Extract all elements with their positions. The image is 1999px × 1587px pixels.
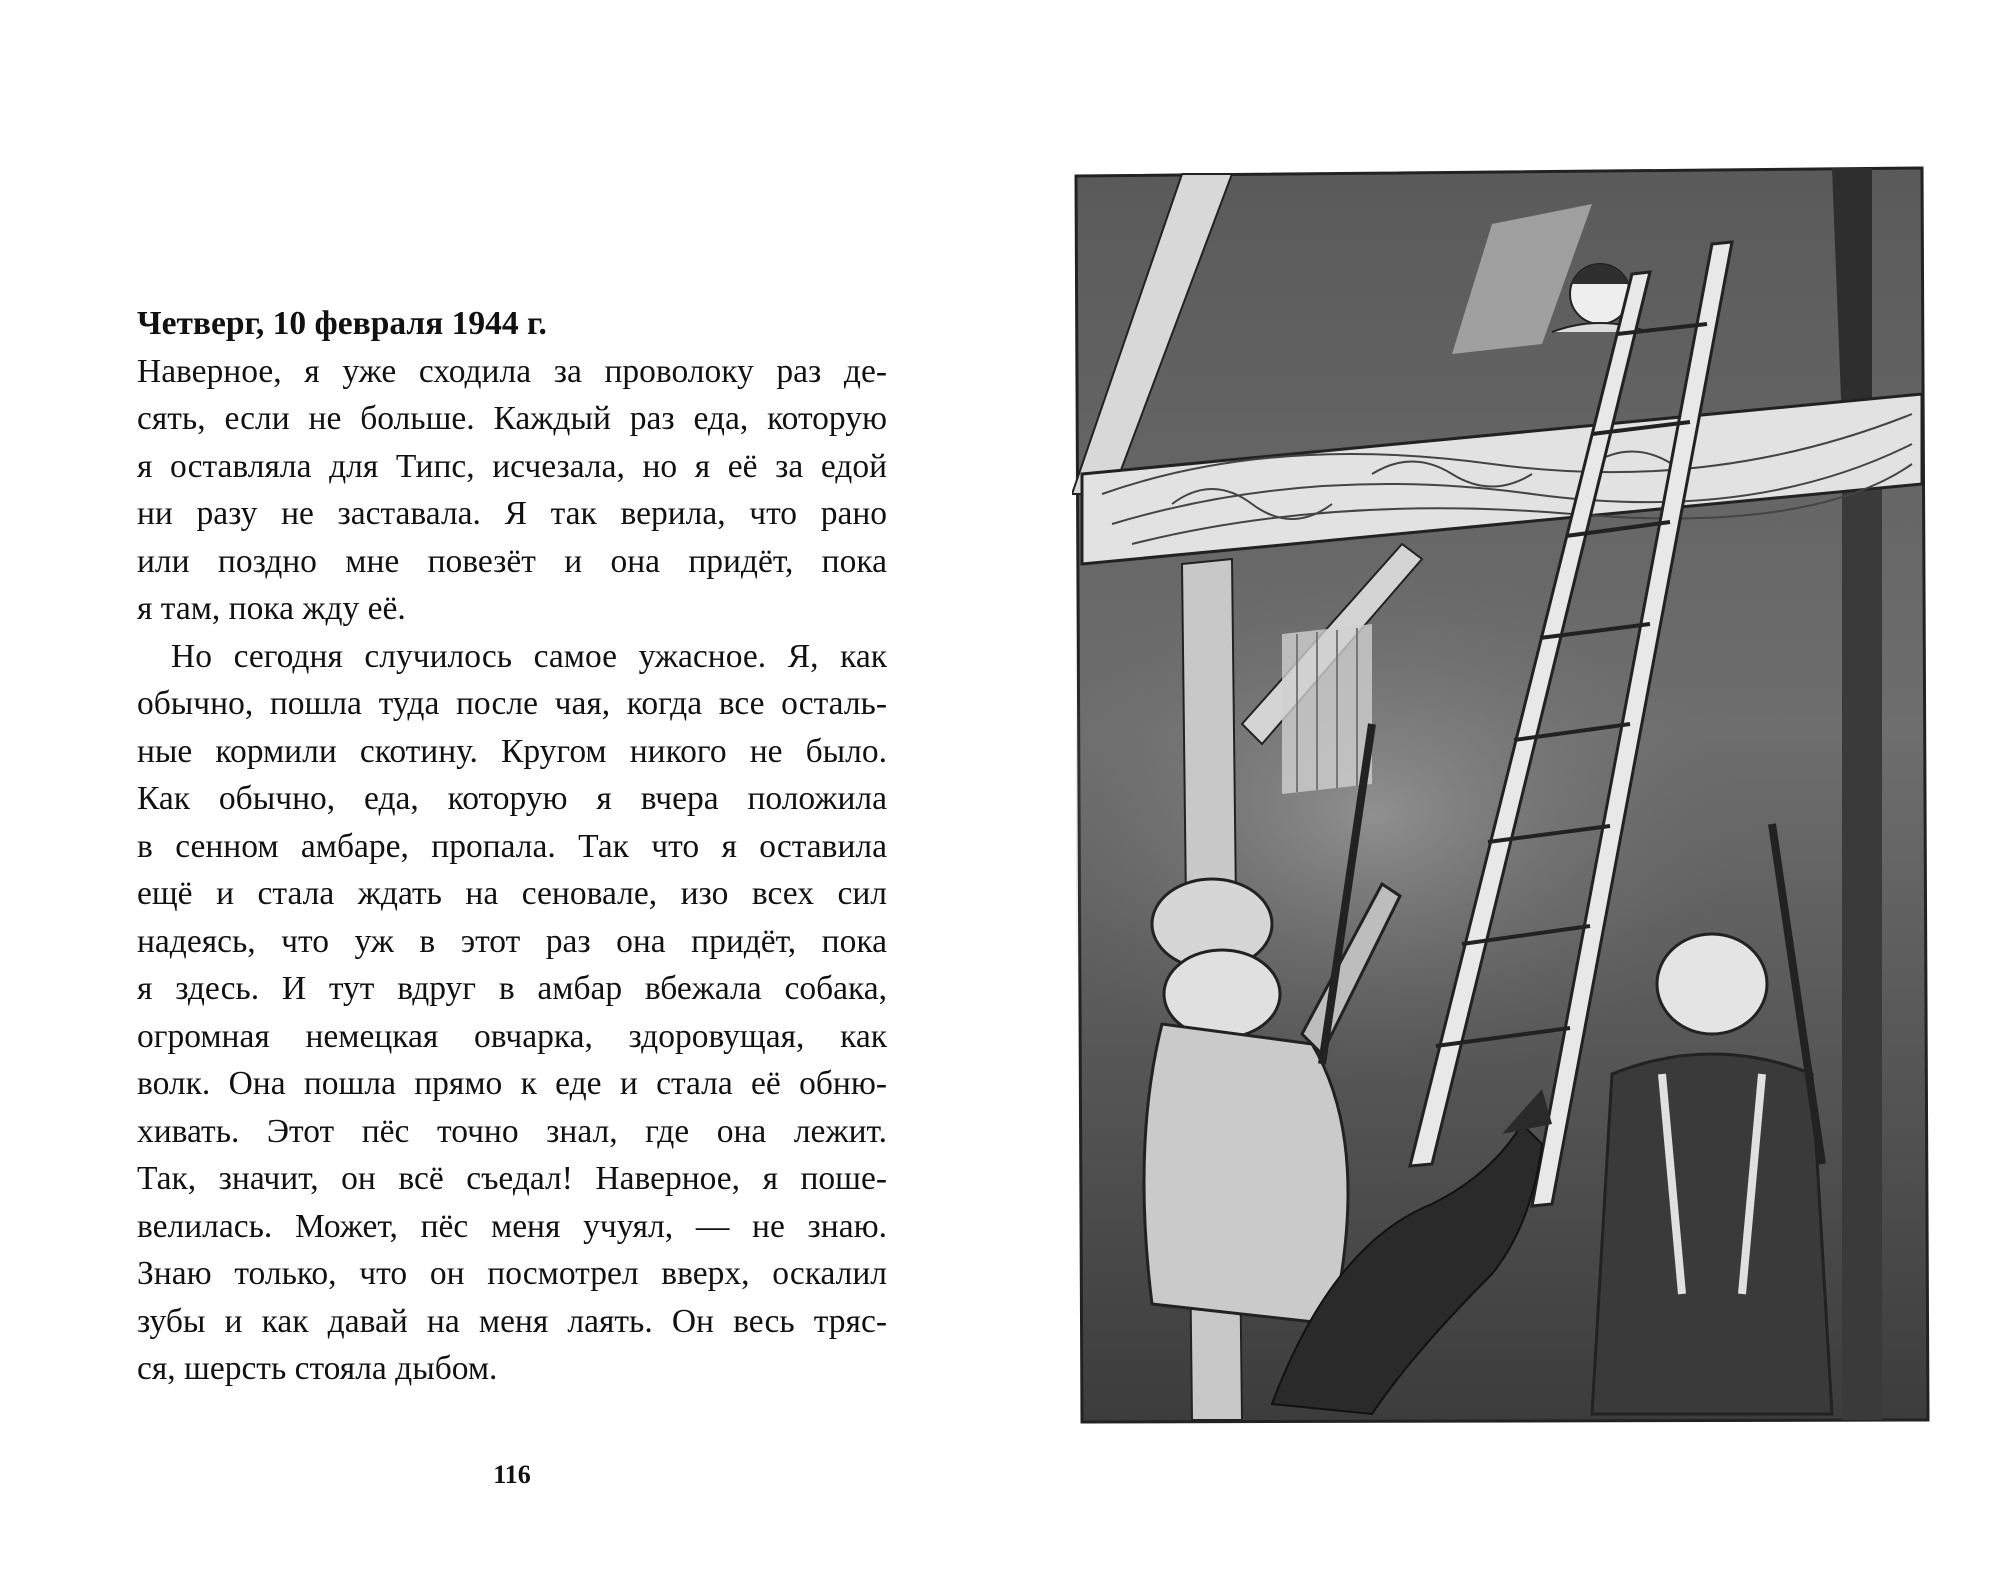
paragraph-1	[137, 348, 887, 633]
left-page-text	[137, 300, 887, 1393]
text-line: я оставляла для Типс, исчезала, но я её за едой	[137, 447, 887, 485]
text-line: Как обычно, еда, которую я вчера положила	[137, 780, 887, 817]
text-line: Но сегодня случилось самое ужасное. Я, как	[171, 637, 887, 675]
text-line: надеясь, что уж в этот раз она придёт, пока	[137, 922, 887, 960]
text-line: велилась. Может, пёс меня учуял, — не знаю.	[137, 1207, 887, 1245]
text-line: я здесь. И тут вдруг в амбар вбежала собака,	[137, 970, 887, 1007]
ink-wash-drawing	[1072, 164, 1932, 1426]
text-line: ся, шерсть стояла дыбом.	[137, 1350, 498, 1387]
text-line: Так, значит, он всё съедал! Наверное, я поше-	[137, 1160, 887, 1197]
text-line: ещё и стала ждать на сеновале, изо всех сил	[137, 875, 887, 912]
page-number: 116	[493, 1460, 531, 1489]
barn-illustration	[1072, 164, 1932, 1426]
text-line: ни разу не заставала. Я так верила, что рано	[137, 495, 887, 532]
diary-entry-heading: Четверг, 10 февраля 1944 г.	[137, 305, 547, 342]
text-line: Наверное, я уже сходила за проволоку раз де-	[137, 352, 887, 390]
text-line: Знаю только, что он посмотрел вверх, оскалил	[137, 1255, 887, 1292]
text-line: в сенном амбаре, пропала. Так что я оставила	[137, 827, 887, 865]
text-line: волк. Она пошла прямо к еде и стала её обню-	[137, 1065, 887, 1102]
text-line: зубы и как давай на меня лаять. Он весь тряс-	[137, 1302, 887, 1340]
text-line: ные кормили скотину. Кругом никого не было.	[137, 732, 887, 770]
text-line: обычно, пошла туда после чая, когда все осталь-	[137, 685, 887, 722]
text-line: я там, пока жду её.	[137, 590, 406, 627]
text-line: сять, если не больше. Каждый раз еда, которую	[137, 400, 887, 437]
text-line: огромная немецкая овчарка, здоровущая, как	[137, 1017, 887, 1055]
paragraph-2	[137, 633, 887, 1393]
text-line: хивать. Этот пёс точно знал, где она лежит.	[137, 1112, 887, 1150]
text-line: или поздно мне повезёт и она придёт, пока	[137, 542, 887, 580]
